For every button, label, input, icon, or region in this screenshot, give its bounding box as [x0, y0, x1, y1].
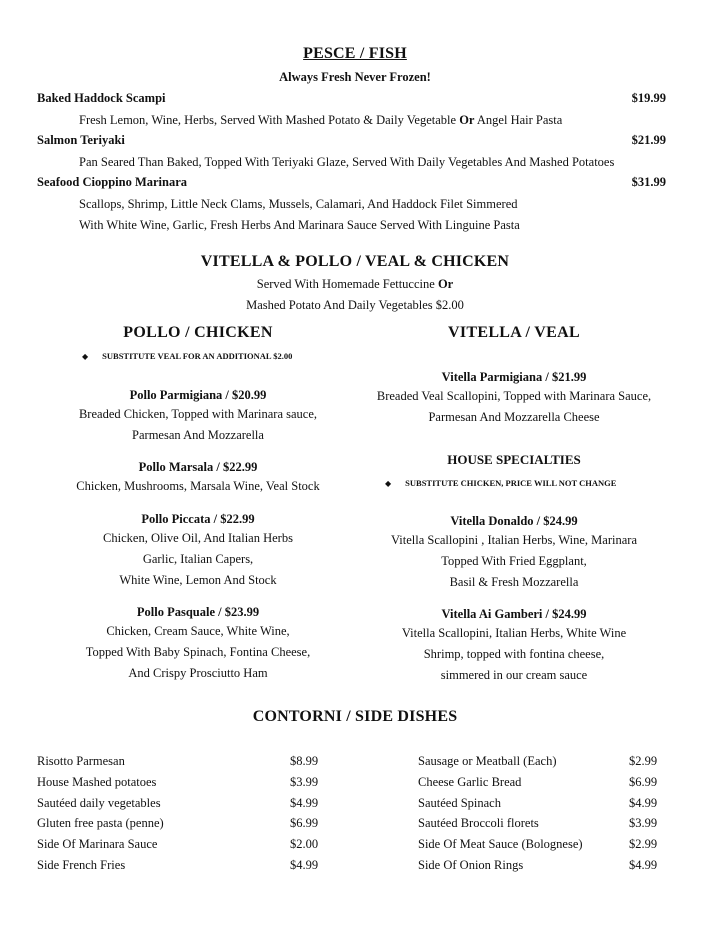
- fish-item-name: Baked Haddock Scampi: [37, 91, 166, 105]
- dish-desc: White Wine, Lemon And Stock: [119, 573, 277, 587]
- fish-item-price: $31.99: [631, 175, 666, 189]
- veal-column-title: VITELLA / VEAL: [448, 324, 580, 341]
- veal-dish: [355, 512, 673, 593]
- side-dish-row: [418, 793, 668, 814]
- chicken-substitute-note: [82, 351, 292, 361]
- side-dish-price: $4.99: [290, 795, 319, 810]
- side-dish-name: Side French Fries: [37, 858, 126, 872]
- dish-desc: Chicken, Mushrooms, Marsala Wine, Veal Stock: [76, 479, 320, 493]
- dish-title: Pollo Parmigiana / $20.99: [129, 388, 267, 402]
- side-dish-name: Side Of Marinara Sauce: [37, 837, 158, 852]
- side-dish-price: $4.99: [629, 795, 658, 810]
- side-dish-name: Risotto Parmesan: [37, 754, 125, 768]
- dish-title: Vitella Parmigiana / $21.99: [441, 370, 587, 384]
- side-dish-price: $3.99: [629, 816, 658, 831]
- dish-desc: simmered in our cream sauce: [440, 668, 588, 682]
- sides-section-title: CONTORNI / SIDE DISHES: [252, 708, 458, 725]
- dish-title: Pollo Marsala / $22.99: [138, 460, 258, 474]
- veal-dish: [355, 605, 673, 686]
- side-dish-name: House Mashed potatoes: [37, 774, 157, 789]
- side-dish-price: $6.99: [629, 774, 658, 789]
- sides-left-list: [37, 751, 327, 881]
- dish-title: Pollo Piccata / $22.99: [141, 512, 255, 526]
- fish-item-desc: Scallops, Shrimp, Little Neck Clams, Mussels, Calamari, And Haddock Filet Simmered: [79, 197, 518, 211]
- dish-desc: Shrimp, topped with fontina cheese,: [423, 647, 605, 661]
- fish-subtitle: Always Fresh Never Frozen!: [279, 70, 431, 84]
- side-dish-price: $3.99: [290, 774, 319, 789]
- side-dish-price: $2.00: [290, 837, 319, 852]
- side-dish-price: $8.99: [290, 754, 319, 768]
- dish-desc: Basil & Fresh Mozzarella: [449, 575, 579, 589]
- sides-right-list: [418, 751, 668, 881]
- dish-title: Vitella Ai Gamberi / $24.99: [441, 607, 587, 621]
- side-dish-name: Cheese Garlic Bread: [418, 774, 522, 789]
- side-dish-row: [418, 751, 668, 772]
- note-text: Served With Homemade Fettuccine: [256, 277, 438, 291]
- dish-desc: Parmesan And Mozzarella Cheese: [428, 410, 600, 424]
- chicken-dish: [37, 386, 359, 446]
- chicken-column-title: POLLO / CHICKEN: [123, 324, 273, 341]
- side-dish-row: [37, 793, 327, 814]
- dish-desc: Chicken, Cream Sauce, White Wine,: [106, 624, 290, 638]
- veal-substitute-note: [385, 478, 616, 488]
- side-dish-price: $2.99: [629, 754, 658, 768]
- desc-text: Angel Hair Pasta: [474, 113, 563, 127]
- veal-dish: [355, 368, 673, 428]
- fish-item-price: $21.99: [631, 133, 666, 147]
- side-dish-price: $6.99: [290, 816, 319, 831]
- note-or: Or: [437, 277, 454, 291]
- side-dish-name: Sausage or Meatball (Each): [418, 754, 557, 768]
- fish-item-price: $19.99: [631, 91, 666, 105]
- side-dish-price: $4.99: [629, 858, 658, 872]
- note-text: SUBSTITUTE CHICKEN, PRICE WILL NOT CHANGE: [405, 478, 617, 488]
- side-dish-name: Sautéed daily vegetables: [37, 795, 161, 810]
- fish-item-desc: With White Wine, Garlic, Fresh Herbs And Marinara Sauce Served With Linguine Pasta: [79, 218, 520, 232]
- dish-desc: Breaded Chicken, Topped with Marinara sauce,: [78, 407, 318, 421]
- side-dish-name: Sautéed Broccoli florets: [418, 816, 539, 831]
- side-dish-row: [37, 751, 327, 772]
- desc-or: Or: [459, 113, 475, 127]
- veal-chicken-note-1: [0, 277, 710, 292]
- dish-desc: Chicken, Olive Oil, And Italian Herbs: [103, 531, 293, 545]
- side-dish-price: $2.99: [629, 837, 658, 852]
- side-dish-row: [37, 834, 327, 855]
- side-dish-row: [37, 855, 327, 876]
- house-specialties-title: HOUSE SPECIALTIES: [447, 452, 581, 467]
- chicken-dish: [37, 603, 359, 684]
- desc-text: Fresh Lemon, Wine, Herbs, Served With Mashed Potato & Daily Vegetable: [79, 113, 460, 127]
- side-dish-name: Side Of Meat Sauce (Bolognese): [418, 837, 583, 852]
- veal-chicken-note-2: Mashed Potato And Daily Vegetables $2.00: [246, 298, 464, 312]
- side-dish-row: [418, 834, 668, 855]
- side-dish-row: [37, 772, 327, 793]
- fish-item-name: Salmon Teriyaki: [37, 133, 125, 147]
- chicken-dish: [37, 510, 359, 591]
- dish-title: Vitella Donaldo / $24.99: [450, 514, 578, 528]
- chicken-dish: [37, 458, 359, 497]
- dish-desc: Garlic, Italian Capers,: [142, 552, 254, 566]
- dish-desc: Breaded Veal Scallopini, Topped with Marinara Sauce,: [376, 389, 652, 403]
- side-dish-row: [37, 813, 327, 834]
- dish-desc: Vitella Scallopini , Italian Herbs, Wine, Marinara: [390, 533, 637, 547]
- dish-desc: Topped With Fried Eggplant,: [441, 554, 587, 568]
- side-dish-row: [418, 813, 668, 834]
- dish-desc: Vitella Scallopini, Italian Herbs, White Wine: [401, 626, 627, 640]
- fish-item-desc: Pan Seared Than Baked, Topped With Teriyaki Glaze, Served With Daily Vegetables And Mashed Potatoes: [79, 155, 615, 169]
- fish-item-name: Seafood Cioppino Marinara: [37, 175, 188, 189]
- diamond-bullet-icon: ◆: [82, 352, 89, 361]
- dish-title: Pollo Pasquale / $23.99: [136, 605, 260, 619]
- side-dish-row: [418, 772, 668, 793]
- dish-desc: Parmesan And Mozzarella: [132, 428, 264, 442]
- fish-item-desc: [79, 113, 562, 128]
- dish-desc: And Crispy Prosciutto Ham: [128, 666, 268, 680]
- fish-section-title: PESCE / FISH: [303, 45, 407, 62]
- side-dish-name: Gluten free pasta (penne): [37, 816, 164, 831]
- side-dish-name: Side Of Onion Rings: [418, 858, 524, 872]
- side-dish-name: Sautéed Spinach: [418, 795, 501, 810]
- dish-desc: Topped With Baby Spinach, Fontina Cheese,: [85, 645, 311, 659]
- side-dish-row: [418, 855, 668, 876]
- diamond-bullet-icon: ◆: [385, 479, 392, 488]
- note-text: SUBSTITUTE VEAL FOR AN ADDITIONAL $2.00: [102, 351, 293, 361]
- veal-chicken-title: VITELLA & POLLO / VEAL & CHICKEN: [200, 253, 510, 270]
- side-dish-price: $4.99: [290, 858, 319, 872]
